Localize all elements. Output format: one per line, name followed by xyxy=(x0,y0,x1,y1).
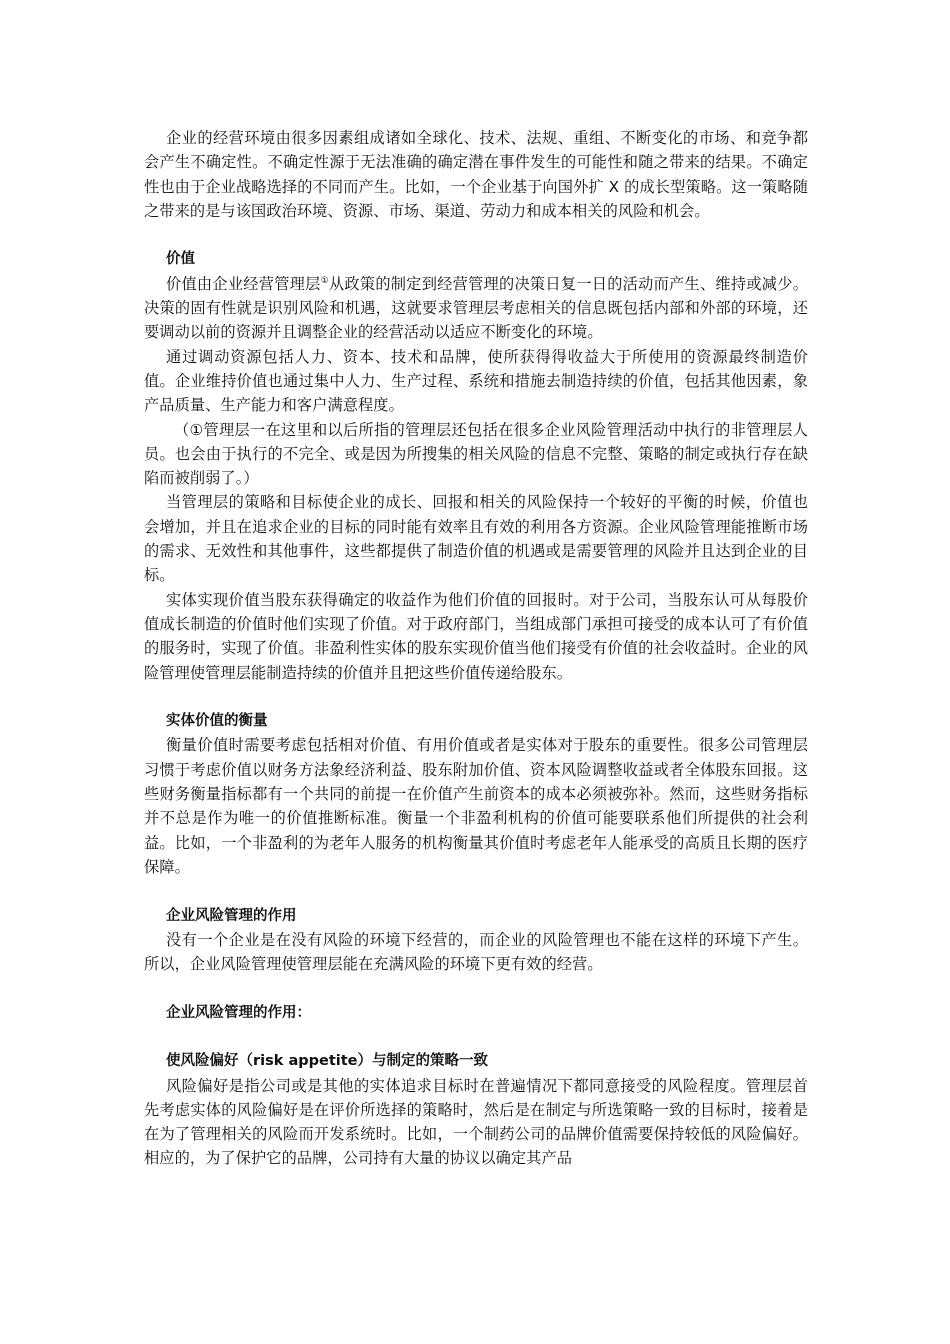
document-body xyxy=(144,126,808,1171)
spacer xyxy=(144,976,808,1000)
text-run: 价值由企业经营管理层 xyxy=(166,274,321,293)
heading-erm-role: 企业风险管理的作用 xyxy=(166,907,297,924)
paragraph-resources: 通过调动资源包括人力、资本、技术和品牌，使所获得得收益大于所使用的资源最终制造价值。企业维持价值也通过集中人力、生产过程、系统和措施去制造持续的价值，包括其他因素，象产品质量、生产能力和客户满意程度。 xyxy=(144,347,808,415)
heading-erm-role-list: 企业风险管理的作用： xyxy=(166,1004,311,1021)
paragraph-measurement: 衡量价值时需要考虑包括相对价值、有用价值或者是实体对于股东的重要性。很多公司管理层习惯于考虑价值以财务方法象经济利益、股东附加价值、资本风险调整收益或者全体股东回报。这些财务衡量指标都有一个共同的前提一在价值产生前资本的成本必须被弥补。然而，这些财务指标并不总是作为唯一的价值推断标准。衡量一个非盈利机构的价值可能要联系他们所提供的社会利益。比如，一个非盈利的为老年人服务的机构衡量其价值时考虑老年人能承受的高质且长期的医疗保障。 xyxy=(144,736,808,876)
heading-measurement: 实体价值的衡量 xyxy=(166,713,268,730)
spacer xyxy=(144,685,808,709)
paragraph-realize-value: 实体实现价值当股东获得确定的收益作为他们价值的回报时。对于公司，当股东认可从每股价值成长制造的价值时他们实现了价值。对于政府部门，当组成部门承担可接受的成本认可了有价值的服务时，实现了价值。非盈利性实体的股东实现价值当他们接受有价值的社会收益时。企业的风险管理使管理层能制造持续的价值并且把这些价值传递给股东。 xyxy=(144,590,808,682)
paragraph-value-creation xyxy=(144,272,808,345)
paragraph-balance: 当管理层的策略和目标使企业的成长、回报和相关的风险保持一个较好的平衡的时候，价值也会增加，并且在追求企业的目标的同时能有效率且有效的利用各方资源。企业风险管理能推断市场的需求、无效性和其他事件，这些都提供了制造价值的机遇或是需要管理的风险并且达到企业的目标。 xyxy=(144,493,808,585)
footnote-paragraph: （①管理层一在这里和以后所指的管理层还包括在很多企业风险管理活动中执行的非管理层人员。也会由于执行的不完全、或是因为所搜集的相关风险的信息不完整、策略的制定或执行存在缺陷而被削弱了。） xyxy=(144,420,808,488)
heading-risk-appetite: 使风险偏好（risk appetite）与制定的策略一致 xyxy=(166,1053,488,1070)
text-run: 从政策的制定到经营管理的决策日复一日的活动而产生、维持或减少。决策的固有性就是识别风险和机遇，这就要求管理层考虑相关的信息既包括内部和外部的环境，还要调动以前的资源并且调整企业的经营活动以适应不断变化的环境。 xyxy=(144,274,808,342)
heading-value: 价值 xyxy=(166,251,195,268)
paragraph-environment: 企业的经营环境由很多因素组成诸如全球化、技术、法规、重组、不断变化的市场、和竞争都会产生不确定性。不确定性源于无法准确的确定潜在事件发生的可能性和随之带来的结果。不确定性也由于企业战略选择的不同而产生。比如，一个企业基于向国外扩 X 的成长型策略。这一策略随之带来的是与该国政治环境、资源、市场、渠道、劳动力和成本相关的风险和机会。 xyxy=(144,129,808,220)
spacer xyxy=(144,879,808,903)
footnote-marker: ① xyxy=(320,275,329,286)
spacer xyxy=(144,223,808,247)
paragraph-erm-role: 没有一个企业是在没有风险的环境下经营的，而企业的风险管理也不能在这样的环境下产生。所以，企业风险管理使管理层能在充满风险的环境下更有效的经营。 xyxy=(144,930,808,974)
spacer xyxy=(144,1025,808,1049)
paragraph-risk-appetite: 风险偏好是指公司或是其他的实体追求目标时在普遍情况下都同意接受的风险程度。管理层首先考虑实体的风险偏好是在评价所选择的策略时，然后是在制定与所选策略一致的目标时，接着是在为了管理相关的风险而开发系统时。比如，一个制药公司的品牌价值需要保持较低的风险偏好。相应的，为了保护它的品牌，公司持有大量的协议以确定其产品 xyxy=(144,1076,808,1168)
